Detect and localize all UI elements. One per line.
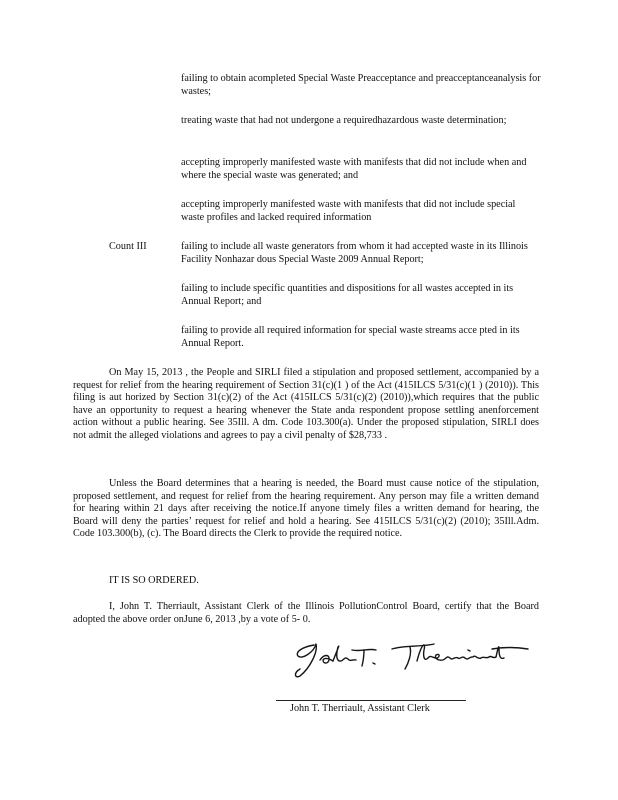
handwritten-signature (292, 638, 537, 680)
certification-text: I, John T. Therriault, Assistant Clerk of the Illinois PollutionControl Board, certify that the Board adopted the above order onJune 6, 2013 ,by a vote of 5- 0. (73, 601, 539, 625)
certification-paragraph (73, 601, 539, 626)
violation-item: failing to include all waste generators from whom it had accepted waste in its Illinois Facility Nonhazar dous Special Waste 2009 Annual Report; (181, 241, 528, 265)
signatory-name: John T. Therriault, Assistant Clerk (290, 703, 430, 714)
signature-line (276, 700, 466, 701)
violation-item: failing to provide all required information for special waste streams acce pted in its Annual Report. (181, 325, 520, 349)
violation-item: treating waste that had not undergone a requiredhazardous waste determination; (181, 115, 507, 126)
stipulation-text: On May 15, 2013 , the People and SIRLI filed a stipulation and proposed settlement, accompanied by a request for relief from the hearing requirement of Section 31(c)(1 ) of the Act (415ILCS 5/31(c)(1 ) (2010)). This filing is aut horized by Section 31(c)(2) of the Act (415ILCS 5/31(c)(2) (2010)),which requires that the public have an opportunity to request a hearing whenever the State anda respondent propose settling anenforcement action without a public hearing. See 35Ill. A dm. Code 103.300(a). Under the proposed stipulation, SIRLI does not admit the alleged violations and agrees to pay a civil penalty of $28,733 . (73, 367, 539, 441)
count-three-label: Count III (109, 241, 147, 252)
violation-item: failing to include specific quantities and dispositions for all wastes accepted in its Annual Report; and (181, 283, 514, 307)
violation-item: accepting improperly manifested waste with manifests that did not include when and where the special waste was generated; and (181, 157, 527, 181)
stipulation-paragraph (73, 367, 539, 442)
order-statement: IT IS SO ORDERED. (109, 575, 199, 586)
violation-item: failing to obtain acompleted Special Waste Preacceptance and preacceptanceanalysis for wastes; (181, 73, 541, 97)
notice-text: Unless the Board determines that a hearing is needed, the Board must cause notice of the stipulation, proposed settlement, and request for relief from the hearing requirement. Any person may file a written demand for hearing within 21 days after receiving the notice.If anyone timely files a written demand for hearing, the Board will deny the parties’ request for relief and hold a hearing. See 415ILCS 5/31(c)(2) (2010); 35Ill.Adm. Code 103.300(b), (c). The Board directs the Clerk to provide the required notice. (73, 478, 539, 539)
notice-paragraph (73, 478, 539, 541)
violation-item: accepting improperly manifested waste with manifests that did not include special waste profiles and lacked required information (181, 199, 516, 223)
